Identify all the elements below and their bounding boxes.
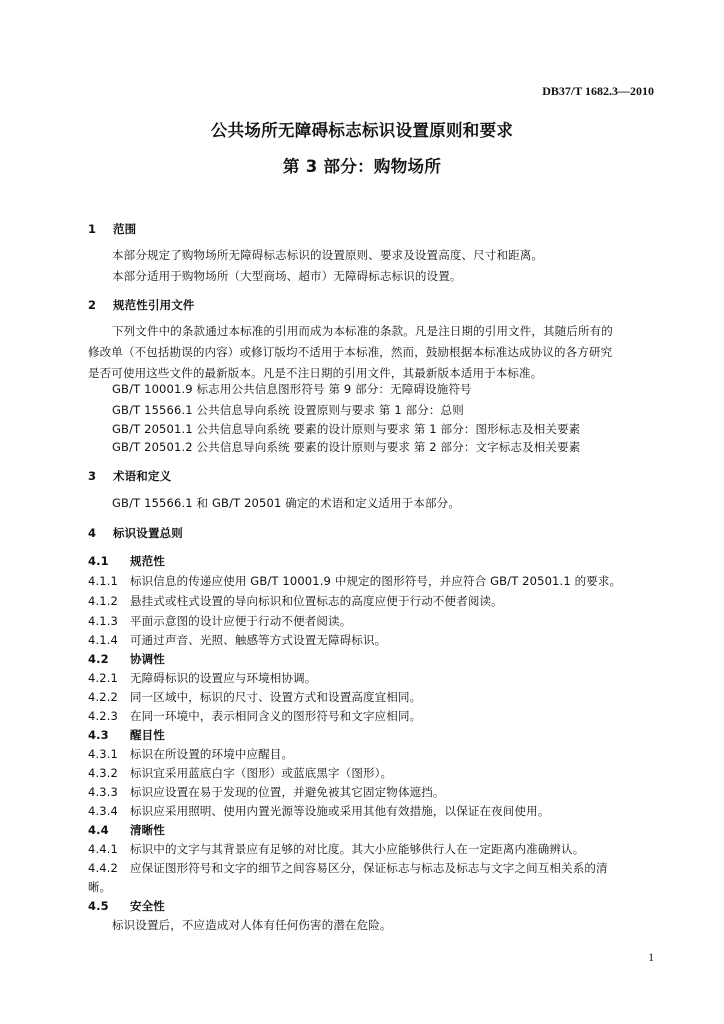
clause-number: 4.4.2 [88, 861, 119, 875]
clause-number: 4.3 [88, 728, 109, 742]
section-number: 1 [88, 222, 97, 236]
clause-text: 标识在所设置的环境中应醒目。 [130, 747, 294, 761]
clause [88, 841, 584, 857]
section-title: 范围 [113, 222, 137, 236]
clause-number: 4.1.2 [88, 594, 119, 608]
clause-number: 4.3.2 [88, 766, 119, 780]
clause-text: 标识应采用照明、使用内置光源等设施或采用其他有效措施，以保证在夜间使用。 [130, 804, 550, 818]
standard-number: DB37/T 1682.3—2010 [542, 84, 654, 98]
paragraph-line: 是否可使用这些文件的最新版本。凡是不注日期的引用文件，其最新版本适用于本标准。 [88, 366, 543, 380]
clause-number: 4.1.1 [88, 574, 119, 588]
clause-number: 4.4 [88, 823, 109, 837]
section-number: 3 [88, 469, 97, 483]
clause [88, 573, 621, 589]
section-number: 2 [88, 298, 97, 312]
section-number: 4 [88, 526, 97, 540]
clause-number: 4.4.1 [88, 842, 119, 856]
clause [88, 784, 445, 800]
clause-continuation: 晰。 [88, 880, 112, 894]
page-number: 1 [648, 952, 654, 964]
subsection-heading [88, 727, 165, 743]
clause-number: 4.1.4 [88, 633, 119, 647]
clause-text: 同一区域中，标识的尺寸、设置方式和设置高度宜相同。 [130, 690, 422, 704]
section-title: 标识设置总则 [113, 526, 183, 540]
clause-text: 平面示意图的设计应便于行动不便者阅读。 [130, 614, 352, 628]
clause-text: 标识信息的传递应使用 GB/T 10001.9 中规定的图形符号，并应符合 GB/T 20501.1 的要求。 [130, 574, 622, 588]
clause-text: 应保证图形符号和文字的细节之间容易区分，保证标志与标志及标志与文字之间互相关系的清 [130, 861, 608, 875]
clause-number: 4.2.3 [88, 709, 119, 723]
clause-title: 协调性 [130, 652, 165, 666]
clause-number: 4.2.2 [88, 690, 119, 704]
clause [88, 670, 316, 686]
clause-number: 4.1 [88, 554, 109, 568]
clause-text: 在同一环境中，表示相同含义的图形符号和文字应相同。 [130, 709, 422, 723]
clause-text: 悬挂式或柱式设置的导向标识和位置标志的高度应便于行动不便者阅读。 [130, 594, 503, 608]
clause-text: 无障碍标识的设置应与环境相协调。 [130, 671, 317, 685]
section-2-heading [88, 297, 195, 313]
clause [88, 765, 392, 781]
clause [88, 689, 421, 705]
clause-number: 4.3.1 [88, 747, 119, 761]
clause [88, 860, 608, 876]
clause-number: 4.3.4 [88, 804, 119, 818]
clause-title: 清晰性 [130, 823, 165, 837]
clause [88, 632, 386, 648]
clause [88, 803, 549, 819]
part-title: 第 3 部分：购物场所 [282, 157, 442, 176]
reference-item: GB/T 20501.1 公共信息导向系统 要素的设计原则与要求 第 1 部分：图形标志及相关要素 [112, 422, 581, 436]
subsection-heading [88, 822, 165, 838]
clause-text: 标识宜采用蓝底白字（图形）或蓝底黑字（图形）。 [130, 766, 393, 780]
subsection-heading [88, 898, 165, 914]
paragraph: GB/T 15566.1 和 GB/T 20501 确定的术语和定义适用于本部分。 [112, 496, 460, 510]
section-title: 术语和定义 [113, 469, 172, 483]
clause-number: 4.3.3 [88, 785, 119, 799]
document-title: 公共场所无障碍标志标识设置原则和要求 [210, 121, 514, 140]
subsection-heading [88, 553, 165, 569]
clause-title: 规范性 [130, 554, 165, 568]
clause-text: 标识中的文字与其背景应有足够的对比度。其大小应能够供行人在一定距离内准确辨认。 [130, 842, 585, 856]
clause [88, 593, 503, 609]
section-3-heading [88, 468, 171, 484]
clause [88, 708, 421, 724]
clause-title: 醒目性 [130, 728, 165, 742]
section-title: 规范性引用文件 [113, 298, 195, 312]
reference-item: GB/T 10001.9 标志用公共信息图形符号 第 9 部分：无障碍设施符号 [112, 382, 472, 396]
clause-title: 安全性 [130, 899, 165, 913]
section-1-heading [88, 221, 136, 237]
clause-number: 4.5 [88, 899, 109, 913]
paragraph-line: 修改单（不包括勘误的内容）或修订版均不适用于本标准，然而，鼓励根据本标准达成协议的各方研究 [88, 345, 613, 359]
paragraph-line: 下列文件中的条款通过本标准的引用而成为本标准的条款。凡是注日期的引用文件，其随后所有的 [112, 324, 613, 338]
paragraph: 本部分适用于购物场所（大型商场、超市）无障碍标志标识的设置。 [112, 269, 462, 283]
reference-item: GB/T 20501.2 公共信息导向系统 要素的设计原则与要求 第 2 部分：文字标志及相关要素 [112, 440, 581, 454]
clause-text: 可通过声音、光照、触感等方式设置无障碍标识。 [130, 633, 387, 647]
section-4-heading [88, 525, 183, 541]
clause [88, 746, 293, 762]
clause [88, 613, 351, 629]
clause-number: 4.2.1 [88, 671, 119, 685]
paragraph: 标识设置后，不应造成对人体有任何伤害的潜在危险。 [112, 918, 392, 932]
clause-number: 4.1.3 [88, 614, 119, 628]
reference-item: GB/T 15566.1 公共信息导向系统 设置原则与要求 第 1 部分：总则 [112, 403, 464, 417]
subsection-heading [88, 651, 165, 667]
clause-text: 标识应设置在易于发现的位置，并避免被其它固定物体遮挡。 [130, 785, 445, 799]
clause-number: 4.2 [88, 652, 109, 666]
paragraph: 本部分规定了购物场所无障碍标志标识的设置原则、要求及设置高度、尺寸和距离。 [112, 248, 544, 262]
